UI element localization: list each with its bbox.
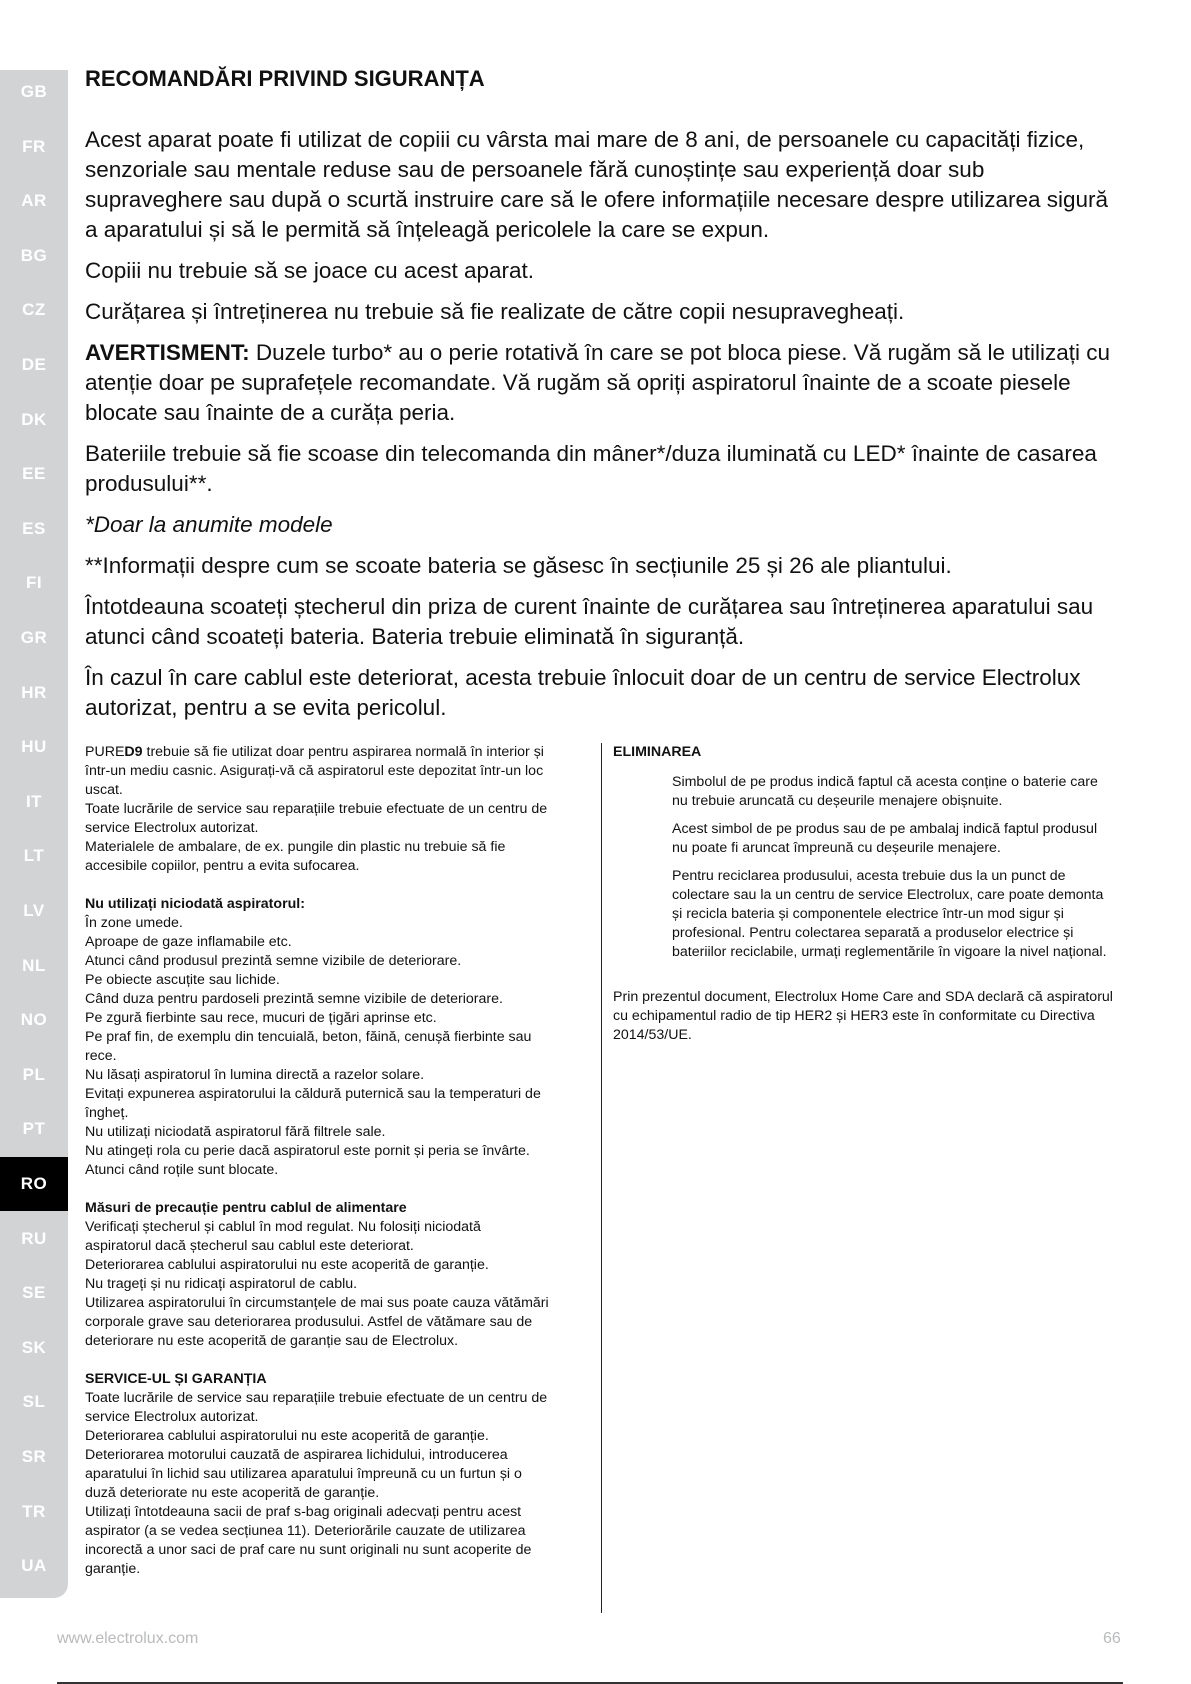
language-tab-dk[interactable]: DK [21, 409, 47, 429]
intro-paragraph: Bateriile trebuie să fie scoase din telecomanda din mâner*/duza iluminată cu LED* înainte de casarea produsului**. [85, 441, 1097, 496]
page-title: RECOMANDĂRI PRIVIND SIGURANȚA [85, 66, 485, 91]
text-line: Deteriorarea cablului aspiratorului nu este acoperită de garanție. [85, 1428, 489, 1444]
text-line: Nu trageți și nu ridicați aspiratorul de cablu. [85, 1276, 358, 1292]
disposal-heading: ELIMINAREA [613, 744, 702, 760]
text-line: Nu lăsați aspiratorul în lumina directă a razelor solare. [85, 1067, 425, 1083]
product-usage-block [85, 743, 585, 876]
language-tab-es[interactable]: ES [22, 518, 46, 538]
text-line: Când duza pentru pardoseli prezintă semne vizibile de deteriorare. [85, 991, 503, 1007]
disposal-item: Pentru reciclarea produsului, acesta trebuie dus la un punct de colectare sau la un centru de service Electrolux, care poate demonta și recicla bateria și componentele electrice într-un mod sigur și profesional. Pentru colectarea separată a produselor electrice și bateriilor reciclabile, urmați reglementările în vigoare la nivel național. [672, 868, 1107, 960]
language-tab-no[interactable]: NO [20, 1010, 48, 1030]
text-line: Atunci când produsul prezintă semne vizibile de deteriorare. [85, 953, 462, 969]
text-line: garanție. [85, 1561, 141, 1577]
left-column [85, 743, 585, 1579]
text-line: Nu atingeți rola cu perie dacă aspiratorul este pornit și peria se învârte. [85, 1143, 530, 1159]
language-tab-pt[interactable]: PT [22, 1119, 46, 1139]
cable-precautions-heading: Măsuri de precauție pentru cablul de alimentare [85, 1200, 407, 1216]
language-tab-bg[interactable]: BG [20, 245, 48, 265]
text-line: accesibile copiilor, pentru a evita sufocarea. [85, 858, 360, 874]
language-tab-lt[interactable]: LT [23, 846, 45, 866]
text-line: duză deteriorate nu este acoperită de garanție. [85, 1485, 380, 1501]
language-tab-hu[interactable]: HU [21, 737, 47, 757]
language-tab-hr[interactable]: HR [21, 682, 47, 702]
language-tab-cz[interactable]: CZ [22, 300, 46, 320]
disposal-item: Simbolul de pe produs indică faptul că acesta conține o baterie care nu trebuie aruncată cu deșeurile menajere obișnuite. [672, 774, 1098, 809]
text-line: Evitați expunerea aspiratorului la căldură puternică sau la temperaturi de [85, 1086, 541, 1102]
intro-paragraph: Acest aparat poate fi utilizat de copiii cu vârsta mai mare de 8 ani, de persoanele cu capacități fizice, senzoriale sau mentale reduse sau de persoanele fără cunoștințe sau experiență doar sub supraveghere sau după o scurtă instruire care să le ofere informațiile necesare despre utilizarea sigură a aparatului și să le permită să înțeleagă pericolele la care se expun. [85, 127, 1109, 242]
text-line: Pe zgură fierbinte sau rece, mucuri de țigări aprinse etc. [85, 1010, 437, 1026]
language-sidebar [0, 70, 68, 1598]
text-line: Pe obiecte ascuțite sau lichide. [85, 972, 280, 988]
language-tab-sr[interactable]: SR [21, 1447, 47, 1466]
language-tab-ee[interactable]: EE [22, 464, 46, 484]
text-line: corporale grave sau deteriorarea produsului. Astfel de vătămare sau de [85, 1314, 533, 1330]
language-tab-ua[interactable]: UA [21, 1556, 47, 1576]
text-line: Nu utilizați niciodată aspiratorul fără filtrele sale. [85, 1124, 386, 1140]
language-tab-se[interactable]: SE [22, 1283, 46, 1303]
text-line [85, 743, 585, 762]
text-line: Aproape de gaze inflamabile etc. [85, 934, 292, 950]
text-line: uscat. [85, 782, 123, 798]
page-number: 66 [1103, 1630, 1121, 1647]
service-warranty-list [85, 1389, 585, 1579]
language-tab-de[interactable]: DE [21, 355, 47, 374]
text-line: Toate lucrările de service sau reparațiile trebuie efectuate de un centru de [85, 801, 548, 817]
right-column [613, 743, 1113, 1045]
service-warranty-heading: SERVICE-UL ȘI GARANȚIA [85, 1371, 267, 1387]
text-line: Atunci când roțile sunt blocate. [85, 1162, 279, 1178]
never-use-heading: Nu utilizați niciodată aspiratorul: [85, 896, 305, 912]
column-divider [601, 743, 602, 1613]
text-line: Pe praf fin, de exemplu din tencuială, beton, făină, cenușă fierbinte sau [85, 1029, 532, 1045]
language-tab-pl[interactable]: PL [22, 1064, 46, 1084]
disposal-item: Acest simbol de pe produs sau de pe ambalaj indică faptul produsul nu poate fi aruncat împreună cu deșeurile menajere. [672, 821, 1098, 856]
product-prefix: PURE [85, 744, 125, 760]
text-line: În zone umede. [85, 915, 183, 931]
cable-precautions-list [85, 1218, 585, 1351]
intro-section [85, 125, 1125, 734]
text-line-content: trebuie să fie utilizat doar pentru aspirarea normală în interior și [142, 744, 544, 760]
warning-paragraph [85, 338, 1125, 428]
intro-paragraph: Copiii nu trebuie să se joace cu acest aparat. [85, 258, 535, 283]
text-line: Verificați ștecherul și cablul în mod regulat. Nu folosiți niciodată [85, 1219, 481, 1235]
language-tab-sk[interactable]: SK [21, 1337, 47, 1357]
text-line: Utilizați întotdeauna sacii de praf s-bag originali adecvați pentru acest [85, 1504, 522, 1520]
intro-paragraph: În cazul în care cablul este deteriorat, acesta trebuie înlocuit doar de un centru de service Electrolux autorizat, pentru a se evita pericolul. [85, 665, 1081, 720]
text-line: service Electrolux autorizat. [85, 1409, 259, 1425]
conformity-declaration: Prin prezentul document, Electrolux Home Care and SDA declară că aspiratorul cu echipamentul radio de tip HER2 și HER3 este în conformitate cu Directiva 2014/53/UE. [613, 989, 1113, 1043]
text-line: îngheț. [85, 1105, 129, 1121]
language-tab-sl[interactable]: SL [22, 1392, 46, 1412]
language-tab-tr[interactable]: TR [22, 1501, 46, 1521]
language-tab-lv[interactable]: LV [23, 901, 45, 920]
footnote-models: *Doar la anumite modele [85, 512, 333, 537]
language-tab-gr[interactable]: GR [20, 628, 48, 647]
text-line: aparatului în lichid sau utilizarea aparatului împreună cu un furtun și o [85, 1466, 522, 1482]
text-line: Materialele de ambalare, de ex. pungile din plastic nu trebuie să fie [85, 839, 506, 855]
text-line: service Electrolux autorizat. [85, 820, 259, 836]
text-line: deteriorare nu este acoperită de garanție sau de Electrolux. [85, 1333, 459, 1349]
warning-text: Duzele turbo* au o perie rotativă în care se pot bloca piese. Vă rugăm să le utilizați cu atenție doar pe suprafețele recomandate. Vă rugăm să opriți aspiratorul înainte de a scoate piesele blocate sau înainte de a curăța peria. [85, 340, 1111, 425]
product-model: D9 [124, 744, 143, 760]
language-tab-gb[interactable]: GB [20, 82, 48, 101]
footnote-battery: **Informații despre cum se scoate bateria se găsesc în secțiunile 25 și 26 ale pliantului. [85, 553, 952, 578]
language-tab-ru[interactable]: RU [21, 1228, 47, 1248]
language-tab-fr[interactable]: FR [22, 136, 46, 156]
text-line: într-un mediu casnic. Asigurați-vă că aspiratorul este depozitat într-un loc [85, 763, 544, 779]
text-line: aspirator (a se vedea secțiunea 11). Deteriorările cauzate de utilizarea [85, 1523, 526, 1539]
language-tab-ar[interactable]: AR [21, 191, 47, 211]
text-line: incorectă a unor saci de praf care nu sunt originali nu sunt acoperite de [85, 1542, 532, 1558]
text-line: rece. [85, 1048, 117, 1064]
text-line: Deteriorarea cablului aspiratorului nu este acoperită de garanție. [85, 1257, 489, 1273]
text-line: aspiratorul dacă ștecherul sau cablul este deteriorat. [85, 1238, 414, 1254]
language-tab-nl[interactable]: NL [22, 955, 46, 975]
text-line: Utilizarea aspiratorului în circumstanțele de mai sus poate cauza vătămări [85, 1295, 549, 1311]
language-tab-it[interactable]: IT [25, 791, 43, 811]
language-tab-ro[interactable]: RO [0, 1157, 68, 1211]
intro-paragraph: Întotdeauna scoateți ștecherul din priza de curent înainte de curățarea sau întreținerea aparatului sau atunci când scoateți bateria. Bateria trebuie eliminată în siguranță. [85, 594, 1094, 649]
footer-url[interactable]: www.electrolux.com [57, 1630, 199, 1647]
language-tab-fi[interactable]: FI [25, 573, 43, 593]
intro-paragraph: Curățarea și întreținerea nu trebuie să fie realizate de către copii nesupravegheați. [85, 299, 905, 324]
never-use-list [85, 914, 585, 1180]
warning-label: AVERTISMENT: [85, 340, 250, 365]
text-line: Toate lucrările de service sau reparațiile trebuie efectuate de un centru de [85, 1390, 548, 1406]
text-line: Deteriorarea motorului cauzată de aspirarea lichidului, introducerea [85, 1447, 508, 1463]
